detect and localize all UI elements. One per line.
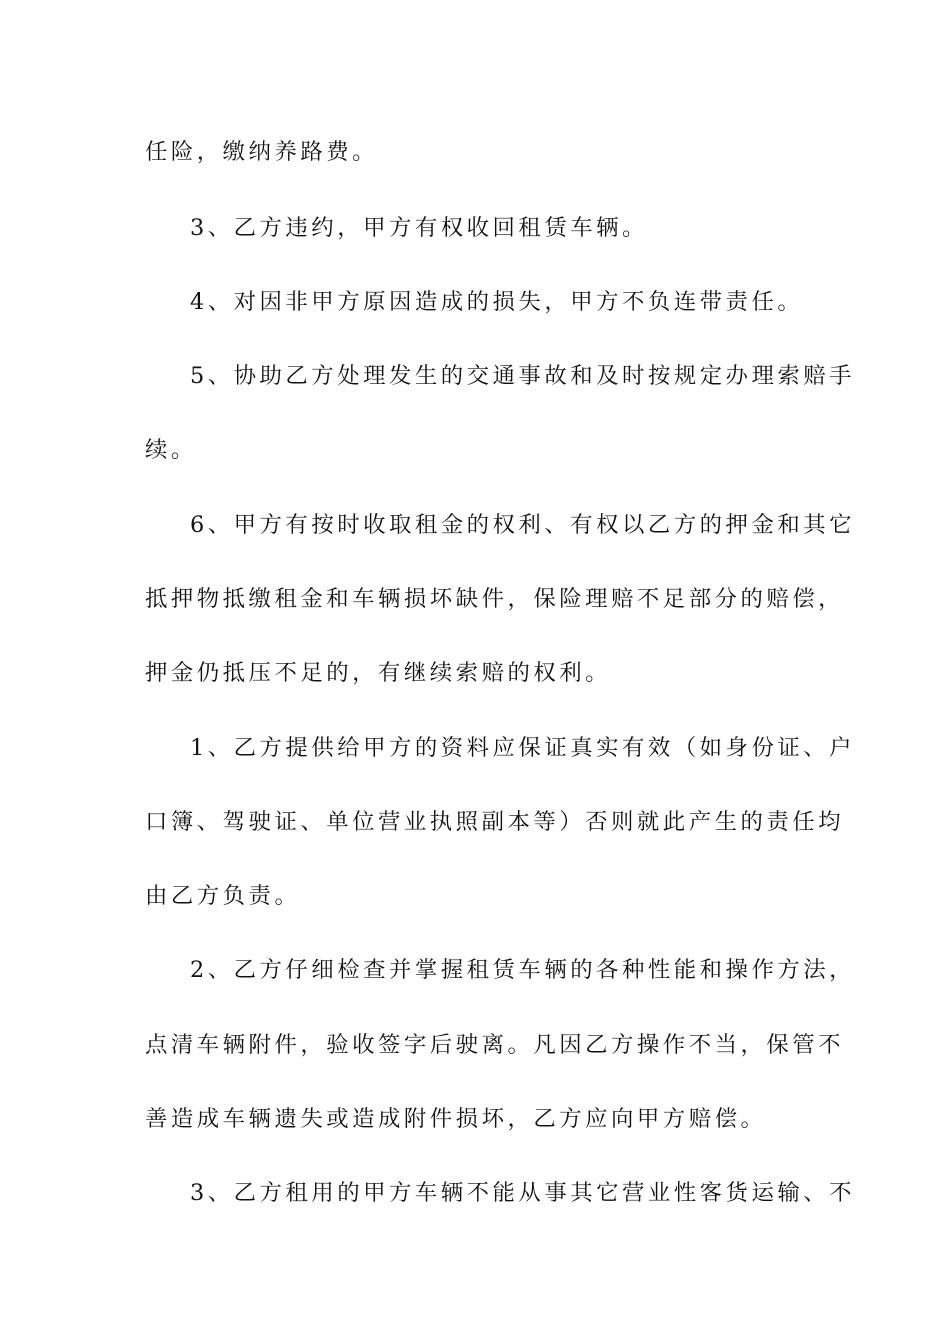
text-line: 3、乙方违约，甲方有权收回租赁车辆。 bbox=[190, 215, 648, 241]
text-line: 5、协助乙方处理发生的交通事故和及时按规定办理索赔手 bbox=[190, 363, 856, 389]
text-line: 1、乙方提供给甲方的资料应保证真实有效（如身份证、户 bbox=[190, 735, 856, 761]
text-line: 抵押物抵缴租金和车辆损坏缺件，保险理赔不足部分的赔偿， bbox=[145, 586, 845, 612]
text-line: 续。 bbox=[145, 437, 197, 463]
text-line: 善造成车辆遗失或造成附件损坏，乙方应向甲方赔偿。 bbox=[145, 1106, 767, 1132]
text-line: 4、对因非甲方原因造成的损失，甲方不负连带责任。 bbox=[190, 289, 804, 315]
text-line: 口簿、驾驶证、单位营业执照副本等）否则就此产生的责任均 bbox=[145, 809, 845, 835]
text-line: 点清车辆附件，验收签字后驶离。凡因乙方操作不当，保管不 bbox=[145, 1032, 845, 1058]
text-line: 2、乙方仔细检查并掌握租赁车辆的各种性能和操作方法， bbox=[190, 957, 856, 983]
text-line: 6、甲方有按时收取租金的权利、有权以乙方的押金和其它 bbox=[190, 512, 856, 538]
text-line: 由乙方负责。 bbox=[145, 883, 301, 909]
text-line: 任险，缴纳养路费。 bbox=[145, 139, 379, 165]
text-line: 3、乙方租用的甲方车辆不能从事其它营业性客货运输、不 bbox=[190, 1180, 856, 1206]
text-line: 押金仍抵压不足的，有继续索赔的权利。 bbox=[145, 660, 612, 686]
